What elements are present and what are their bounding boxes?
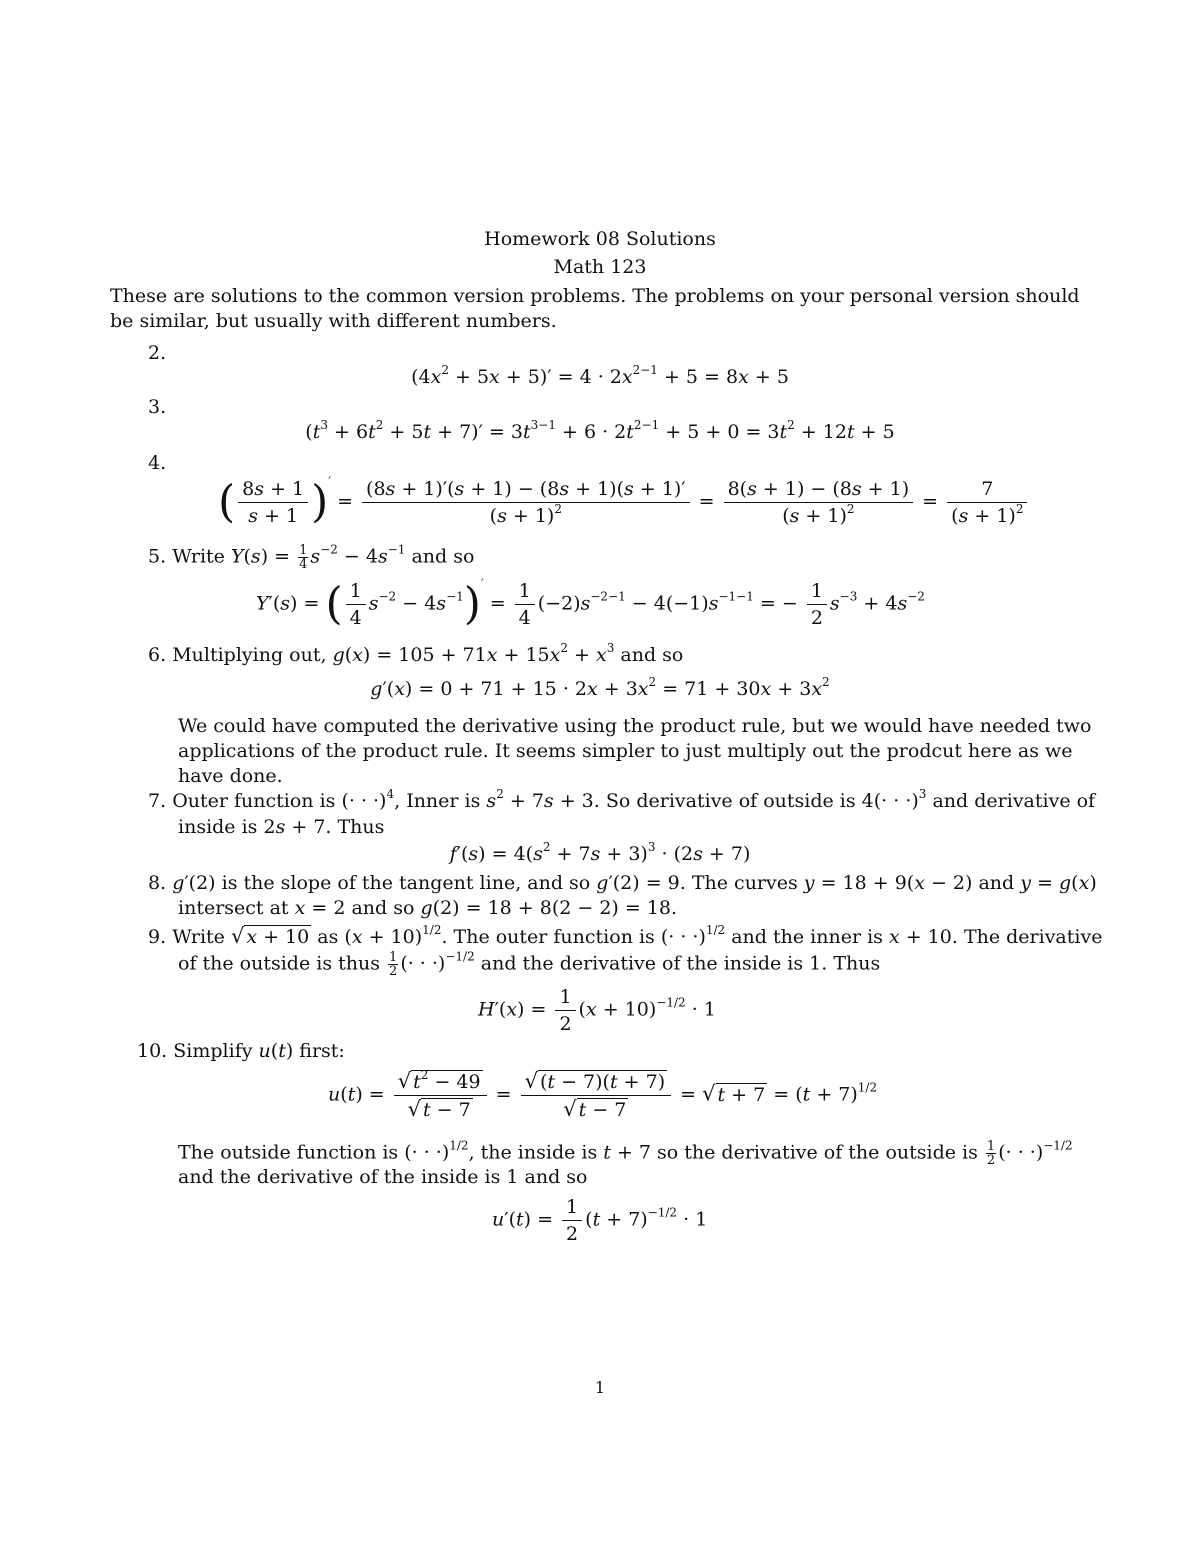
problem-8-text: is the slope of the tangent line, and so bbox=[221, 872, 591, 894]
problem-10-text: , the inside is bbox=[468, 1141, 598, 1164]
intro-paragraph: These are solutions to the common version problems. The problems on your personal version should be similar, but usually with different numbers. bbox=[110, 285, 1080, 332]
problem-8-text: . The curves bbox=[679, 872, 798, 894]
problem-7-line2: inside is 2s + 7. Thus bbox=[178, 816, 385, 838]
problem-5-equation: Y′(s) = ( $\frac{1}{4}$ $s^{-2} - 4s^{-1})'$ = $\frac{1}{4}$ $(-2)s^{-2-1} - 4(-1)s^{-1-1}$ = − $\frac{1}{2}$ $s^{-3} + 4s^{-2}$ bbox=[256, 576, 925, 630]
problem-7-equation: $f'(s) = 4(s^2 + 7s + 3)^3 \cdot (2s + 7)$ bbox=[449, 840, 751, 865]
problem-9-text: as bbox=[317, 926, 339, 948]
problem-8-text: and so bbox=[351, 897, 415, 919]
problem-2-equation: $(4x^2 + 5x + 5)' = 4 \cdot 2x^{2-1} + 5 = 8x + 5$ bbox=[411, 363, 789, 388]
problem-5-line: 5. Write Y(s) = $\frac{1}{4}$ $s^{-2} - 4s^{-1}$ and so bbox=[148, 542, 475, 572]
problem-7-text: . Thus bbox=[325, 816, 385, 838]
problem-7-text: inside is bbox=[178, 816, 258, 838]
problem-8-text: intersect at bbox=[178, 897, 289, 919]
problem-7-text: Outer function is bbox=[172, 790, 336, 812]
problem-9-line1: 9. Write √ x + 10 as $(x + 10)^{1/2}$. The outer function is (· · ·)$^{1/2}$ and the inner is x + 10. The derivative bbox=[148, 923, 1103, 948]
problem-4-equation: ( $\frac{8s + 1}{s + 1}$ )′ = $\frac{(8s + 1)'(s + 1) - (8s + 1)(s + 1)'}{(s + 1)^2}$ = $\frac{8(s + 1) - (8s + 1)}{(s + 1)^2}$ = $\frac{7}{(s + 1)^2}$ bbox=[218, 476, 1030, 529]
problem-5-text-andso: and so bbox=[411, 545, 475, 568]
problem-9-text: and the derivative of the inside is 1. Thus bbox=[480, 952, 881, 975]
problem-8-label: 8. bbox=[148, 872, 167, 894]
problem-10-equation-2: u′(t) = $\frac{1}{2}$ $(t + 7)^{-1/2} \cdot 1$ bbox=[492, 1196, 708, 1245]
problem-9-line2: of the outside is thus $\frac{1}{2}$ (· · ·)$^{-1/2}$ and the derivative of the inside is 1. Thus bbox=[178, 949, 881, 979]
problem-3-equation: $(t^3 + 6t^2 + 5t + 7)' = 3t^{3-1} + 6 \cdot 2t^{2-1} + 5 + 0 = 3t^2 + 12t + 5$ bbox=[305, 418, 895, 443]
problem-6-label: 6. bbox=[148, 644, 167, 666]
page-number: 1 bbox=[594, 1378, 606, 1397]
problem-7-line1: 7. Outer function is (· · ·)$^4$, Inner is $s^2 + 7s + 3$. So derivative of outside is $4(\cdot \cdot \cdot)^3$ and derivative of bbox=[148, 787, 1096, 812]
problem-6-line: 6. Multiplying out, $g(x) = 105 + 71x + 15x^2 + x^3$ and so bbox=[148, 641, 684, 666]
problem-10-equation-1: u(t) = $\frac{√ t^2 - 49}{√ t - 7}$ = $\frac{√ (t - 7)(t + 7)}{√ t - 7}$ = √ $t + 7 = (t + 7)^{1/2}$ bbox=[328, 1068, 878, 1121]
problem-8-line1: 8. g′(2) is the slope of the tangent line, and so g′(2) = 9. The curves y = 18 + 9(x − 2) and y = g(x) bbox=[148, 872, 1097, 894]
problem-9-text: . The derivative bbox=[951, 926, 1103, 948]
problem-6-equation: $g'(x) = 0 + 71 + 15 \cdot 2x + 3x^2 = 71 + 30x + 3x^2$ bbox=[370, 675, 830, 700]
problem-3-label: 3. bbox=[148, 396, 167, 418]
problem-10-label: 10. bbox=[137, 1040, 168, 1062]
problem-6-text-mult: Multiplying out, bbox=[172, 644, 327, 666]
problem-9-text: Write bbox=[172, 926, 225, 948]
problem-7-text: and derivative of bbox=[932, 790, 1096, 812]
problem-7-text: . So derivative of outside is bbox=[593, 790, 856, 812]
problem-10-text: so the derivative of the outside is bbox=[657, 1141, 978, 1164]
problem-8-line2: intersect at x = 2 and so g(2) = 18 + 8(2 − 2) = 18. bbox=[178, 897, 678, 919]
problem-9-text: and the inner is bbox=[731, 926, 883, 948]
course-name: Math 123 bbox=[553, 256, 647, 278]
problem-7-label: 7. bbox=[148, 790, 167, 812]
problem-5-label: 5. bbox=[148, 545, 167, 568]
problem-10-line3: and the derivative of the inside is 1 and so bbox=[178, 1166, 588, 1188]
page-title: Homework 08 Solutions bbox=[484, 228, 716, 250]
problem-7-text: , Inner is bbox=[394, 790, 481, 812]
problem-9-label: 9. bbox=[148, 926, 167, 948]
problem-6-note: We could have computed the derivative using the product rule, but we would have needed two applications of the product rule. It seems simpler to just multiply out the prodcut here as we have done. bbox=[178, 715, 1092, 787]
problem-9-text: . The outer function is bbox=[441, 926, 655, 948]
problem-4-label: 4. bbox=[148, 452, 167, 474]
problem-2-label: 2. bbox=[148, 342, 167, 364]
problem-6-text-andso: and so bbox=[620, 644, 684, 666]
problem-10-line2: The outside function is (· · ·)$^{1/2}$, the inside is t + 7 so the derivative of the outside is $\frac{1}{2}$ (· · ·)$^{-1/2}$ bbox=[178, 1138, 1073, 1168]
problem-10-line: 10. Simplify u(t) first: bbox=[137, 1040, 345, 1062]
problem-10-text: first: bbox=[299, 1040, 345, 1062]
problem-5-text-write: Write bbox=[172, 545, 225, 568]
problem-8-text: and bbox=[978, 872, 1015, 894]
problem-9-equation: H′(x) = $\frac{1}{2}$ $(x + 10)^{-1/2} \cdot 1$ bbox=[478, 986, 716, 1035]
problem-10-text: Simplify bbox=[173, 1040, 253, 1062]
problem-9-text: of the outside is thus bbox=[178, 952, 380, 975]
problem-10-text: The outside function is bbox=[178, 1141, 399, 1164]
